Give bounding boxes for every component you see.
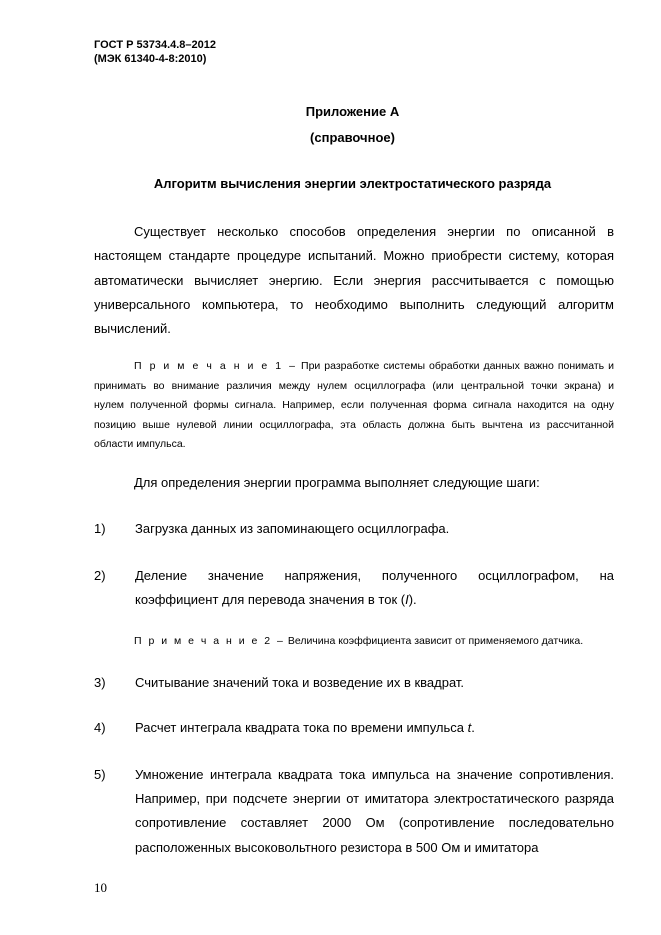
note-2-text: Величина коэффициента зависит от применяемого датчика. — [284, 635, 584, 647]
step-5-line: сопротивление составляет 2000 Ом (сопротивление последовательно — [135, 815, 614, 831]
document-header — [94, 38, 216, 66]
intro-line: универсального компьютера, то необходимо выполнить следующий алгоритм — [94, 296, 614, 312]
appendix-heading: Алгоритм вычисления энергии электростатического разряда — [153, 176, 552, 191]
steps-intro: Для определения энергии программа выполняет следующие шаги: — [134, 475, 540, 490]
step-number: 1) — [94, 521, 106, 536]
note-1 — [94, 357, 614, 455]
step-text: Загрузка данных из запоминающего осциллографа. — [135, 521, 450, 536]
note-1-line: области импульса. — [94, 438, 186, 450]
step-number: 5) — [94, 767, 106, 782]
page-number: 10 — [94, 880, 107, 895]
step-4-end: . — [471, 720, 475, 735]
note-1-line: позицию выше нулевой линии осциллографа, эта область должна быть вычтена из рассчитанной — [94, 418, 614, 431]
note-2 — [134, 632, 614, 652]
step-5-line: Например, при подсчете энергии от имитатора электростатического разряда — [135, 791, 614, 807]
step-2-line-2-end: ). — [408, 592, 417, 608]
note-1-first-line-text: При разработке системы обработки данных важно понимать и — [297, 360, 614, 372]
step-2-line-1: Деление значение напряжения, полученного осциллографом, на — [135, 568, 614, 583]
step-text: Считывание значений тока и возведение их в квадрат. — [135, 675, 465, 690]
current-variable: I — [405, 592, 409, 608]
step-number: 2) — [94, 568, 106, 583]
appendix-subtitle: (справочное) — [310, 130, 395, 145]
step-5-line: Умножение интеграла квадрата тока импульса на значение сопротивления. — [135, 767, 614, 782]
standard-code: ГОСТ Р 53734.4.8–2012 — [94, 39, 217, 51]
step-text — [135, 763, 614, 860]
note-1-line: нулем полученной формы сигнала. Например, если полученная форма сигнала находится на одну — [94, 399, 614, 411]
step-text — [135, 716, 614, 740]
iec-code: (МЭК 61340-4-8:2010) — [94, 53, 207, 65]
step-number: 3) — [94, 675, 106, 690]
note-2-lead: П р и м е ч а н и е 2 – — [134, 635, 285, 647]
time-variable: t — [467, 720, 472, 735]
step-text — [135, 564, 614, 612]
step-5-line: расположенных высоковольтного резистора в 500 Ом и имитатора — [135, 839, 539, 855]
intro-line: автоматически вычисляет энергию. Если энергия рассчитывается с помощью — [94, 272, 614, 288]
step-2-line-2-text: коэффициент для перевода значения в ток ( — [135, 592, 406, 608]
intro-line: вычислений. — [94, 321, 171, 337]
note-1-first-line — [94, 357, 614, 377]
step-2-line-2 — [135, 588, 614, 612]
intro-line: Существует несколько способов определения энергии по описанной в — [134, 224, 614, 239]
appendix-title: Приложение А — [305, 104, 400, 119]
note-1-lead: П р и м е ч а н и е 1 – — [134, 360, 297, 372]
intro-line: настоящем стандарте процедуре испытаний. Можно приобрести систему, которая — [94, 248, 614, 264]
step-number: 4) — [94, 720, 106, 735]
note-1-line: принимать во внимание различия между нулем осциллографа (или центральной точки экрана) и — [94, 379, 614, 392]
intro-paragraph — [94, 220, 614, 341]
step-4-text: Расчет интеграла квадрата тока по времени импульса — [135, 720, 468, 735]
